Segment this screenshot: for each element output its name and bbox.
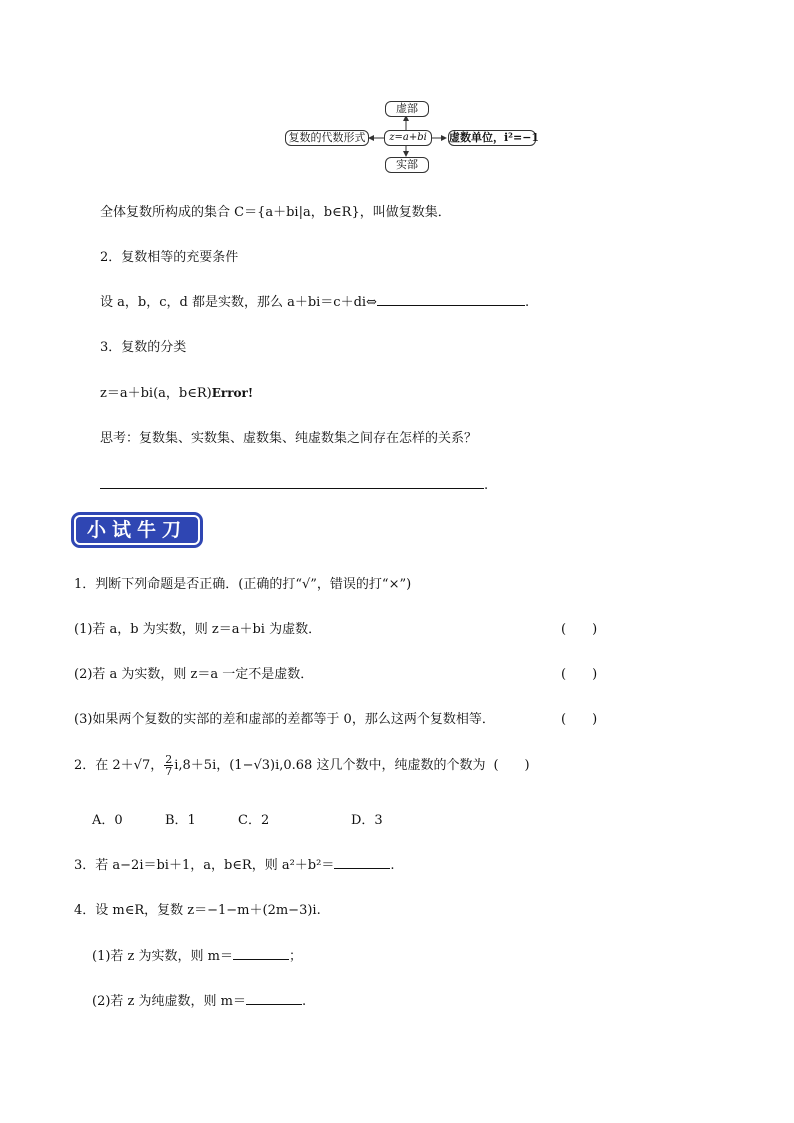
q1-item-3: (3)如果两个复数的实部的差和虚部的差都等于 0，那么这两个复数相等． xyxy=(74,712,495,727)
diagram-algebraic-form: 复数的代数形式 xyxy=(285,130,369,146)
think-answer-line: . xyxy=(100,476,488,493)
q3-blank xyxy=(334,856,390,869)
q2-option-a[interactable]: A．0 xyxy=(92,813,123,828)
q1-paren-1: ( ) xyxy=(561,622,598,637)
q1-item-1: (1)若 a，b 为实数，则 z＝a＋bi 为虚数． xyxy=(74,622,322,637)
think-question: 思考：复数集、实数集、虚数集、纯虚数集之间存在怎样的关系？ xyxy=(100,431,478,446)
q1-paren-2: ( ) xyxy=(561,667,598,682)
diagram-imag-unit: 虚数单位，i²=−1 xyxy=(449,131,540,144)
diagram-imag-part: 虚部 xyxy=(385,101,429,117)
equality-blank xyxy=(377,293,525,306)
q2-option-b[interactable]: B．1 xyxy=(165,813,196,828)
q2-middle: i,8＋5i，(1−√3)i,0.68 这几个数中，纯虚数的个数为 xyxy=(174,758,486,773)
q3: 3．若 a−2i＝bi＋1，a，b∈R，则 a²＋b²＝ . xyxy=(74,858,395,873)
q4-sub-1: (1)若 z 为实数，则 m＝ ； xyxy=(92,949,303,964)
section-2-heading: 2．复数相等的充要条件 xyxy=(100,250,239,265)
section-3-heading: 3．复数的分类 xyxy=(100,340,187,355)
complex-set-definition: 全体复数所构成的集合 C＝{a＋bi|a，b∈R}，叫做复数集． xyxy=(100,205,451,220)
q2-option-c[interactable]: C．2 xyxy=(238,813,270,828)
equality-condition: 设 a，b，c，d 都是实数，那么 a＋bi＝c＋di⇔ . xyxy=(100,295,530,310)
error-text: Error! xyxy=(211,386,254,400)
q2-option-d[interactable]: D．3 xyxy=(351,813,383,828)
q4-sub-2: (2)若 z 为纯虚数，则 m＝ . xyxy=(92,994,307,1009)
classification-line xyxy=(100,382,253,401)
q4-blank-1 xyxy=(233,947,289,960)
section-badge: 小试牛刀 xyxy=(74,515,200,545)
q3-text: 3．若 a−2i＝bi＋1，a，b∈R，则 a²＋b²＝ xyxy=(74,858,335,873)
diagram-real-part: 实部 xyxy=(385,157,429,173)
q1-paren-3: ( ) xyxy=(561,712,598,727)
q4-stem: 4．设 m∈R，复数 z＝−1−m＋(2m−3)i. xyxy=(74,903,321,918)
equality-text: 设 a，b，c，d 都是实数，那么 a＋bi＝c＋di⇔ xyxy=(100,295,377,310)
q2-prefix: 2．在 2＋√7， xyxy=(74,758,164,773)
q1-stem: 1．判断下列命题是否正确．(正确的打“√”，错误的打“×”) xyxy=(74,577,412,592)
think-blank xyxy=(100,476,484,489)
fraction: $\frac{2}{7}$ xyxy=(165,753,173,778)
diagram-center: z=a+bi xyxy=(384,130,432,146)
q2-stem xyxy=(74,754,530,777)
q2-paren: ( ) xyxy=(493,758,530,773)
classification-text: z＝a＋bi(a，b∈R) xyxy=(100,386,212,401)
q4-sub-1-text: (1)若 z 为实数，则 m＝ xyxy=(92,949,233,964)
q4-blank-2 xyxy=(246,992,302,1005)
q1-item-2: (2)若 a 为实数，则 z＝a 一定不是虚数． xyxy=(74,667,314,682)
q4-sub-2-text: (2)若 z 为纯虚数，则 m＝ xyxy=(92,994,246,1009)
